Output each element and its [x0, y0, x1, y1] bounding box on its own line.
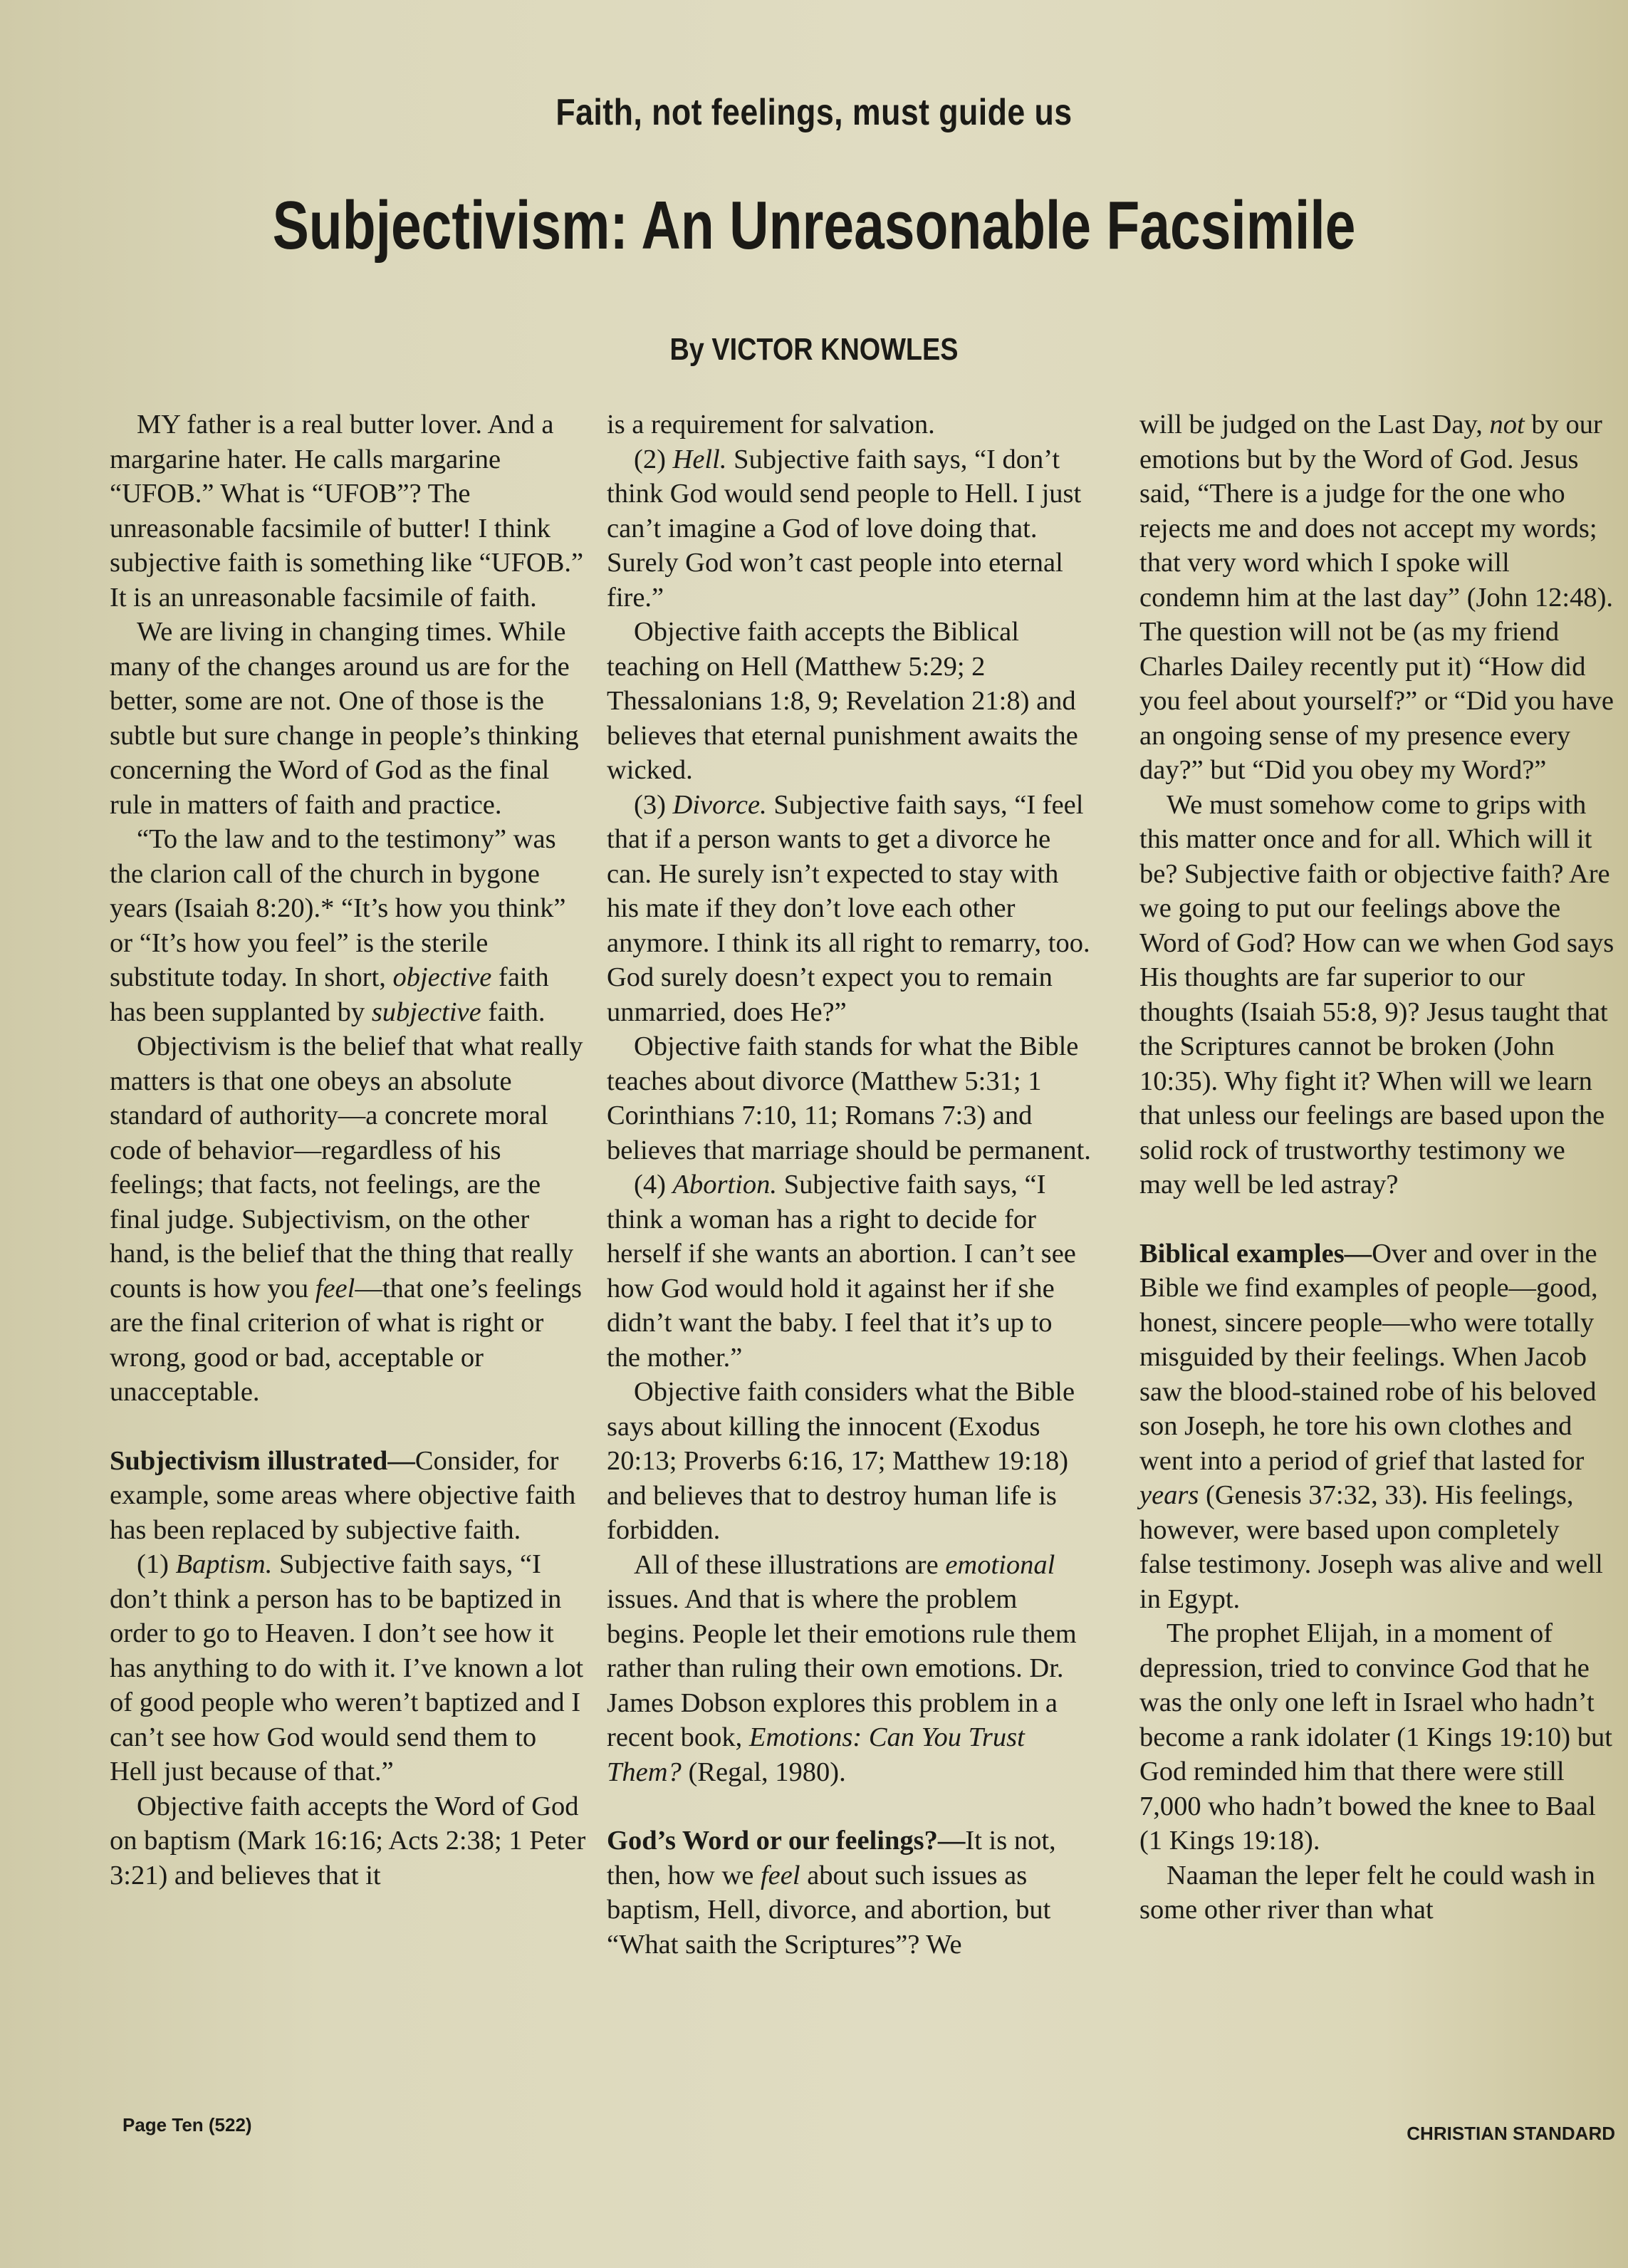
article-column-1 — [110, 407, 587, 1893]
paragraph: (4) Abortion. Subjective faith says, “I think a woman has a right to decide for herself if she wants an abortion. I can’t see how God would hold it against her if she didn’t want the baby. I feel that it’s up to the mother.” — [607, 1170, 1076, 1373]
paragraph: Objective faith accepts the Word of God on baptism (Mark 16:16; Acts 2:38; 1 Peter 3:21) and believes that it — [110, 1791, 586, 1890]
section-subhead-subjectivism-illustrated: Subjectivism illustrated—Consider, for example, some areas where objective faith has been replaced by subjective faith. — [110, 1445, 576, 1545]
kicker-headline: Faith, not feelings, must guide us — [555, 92, 1073, 133]
paragraph: (2) Hell. Subjective faith says, “I don’t think God would send people to Hell. I just can’t imagine a God of love doing that. Surely God won’t cast people into eternal fire.” — [607, 444, 1082, 613]
paragraph: The prophet Elijah, in a moment of depression, tried to convince God that he was the only one left in Israel who hadn’t become a rank idolater (1 Kings 19:10) but God reminded him that there were still 7,000 who hadn’t bowed the knee to Baal (1 Kings 19:18). — [1139, 1618, 1612, 1856]
paragraph: Objectivism is the belief that what really matters is that one obeys an absolute standard of authority—a concrete moral code of behavior—regardless of his feelings; that facts, not feelings, are the final judge. Subjectivism, on the other hand, is the belief that the thing that really counts is how you feel—that one’s feelings are the final criterion of what is right or wrong, good or bad, acceptable or unacceptable. — [110, 1031, 583, 1407]
paragraph: is a requirement for salvation. — [607, 410, 935, 439]
article-column-2 — [607, 407, 1091, 1962]
paragraph: We must somehow come to grips with this matter once and for all. Which will it be? Subjective faith or objective faith? Are we going to put our feelings above the Word of God? How can we when God says His thoughts are far superior to our thoughts (Isaiah 55:8, 9)? Jesus taught that the Scriptures cannot be broken (John 10:35). Why fight it? When will we learn that unless our feelings are based upon the solid rock of trustworthy testimony we may well be led astray? — [1139, 789, 1614, 1200]
page-number-footer: Page Ten (522) — [122, 2114, 252, 2136]
article-column-3 — [1139, 407, 1615, 1928]
article-title: Subjectivism: An Unreasonable Facsimile — [272, 187, 1356, 264]
paragraph: (3) Divorce. Subjective faith says, “I feel that if a person wants to get a divorce he can. He surely isn’t expected to stay with his mate if they don’t love each other anymore. I think its all right to remarry, too. God surely doesn’t expect you to remain unmarried, does He?” — [607, 789, 1090, 1027]
section-subhead-gods-word: God’s Word or our feelings?—It is not, then, how we feel about such issues as baptism, Hell, divorce, and abortion, but “What saith the Scriptures”? We — [607, 1826, 1056, 1960]
paragraph: Objective faith stands for what the Bible teaches about divorce (Matthew 5:31; 1 Corinthians 7:10, 11; Romans 7:3) and believes that marriage should be permanent. — [607, 1031, 1091, 1165]
paragraph: We are living in changing times. While many of the changes around us are for the better, some are not. One of those is the subtle but sure change in people’s thinking concerning the Word of God as the final rule in matters of faith and practice. — [110, 617, 579, 820]
section-subhead-biblical-examples: Biblical examples—Over and over in the Bible we find examples of people—good, honest, sincere people—who were totally misguided by their feelings. When Jacob saw the blood-stained robe of his beloved son Joseph, he tore his own clothes and went into a period of grief that lasted for years (Genesis 37:32, 33). His feelings, however, were based upon completely false testimony. Joseph was alive and well in Egypt. — [1139, 1238, 1603, 1614]
paragraph: will be judged on the Last Day, not by our emotions but by the Word of God. Jesus said, “There is a judge for the one who rejects me and does not accept my words; that very word which I spoke will condemn him at the last day” (John 12:48). The question will not be (as my friend Charles Dailey recently put it) “How did you feel about yourself?” or “Did you have an ongoing sense of my presence every day?” but “Did you obey my Word?” — [1139, 410, 1614, 785]
byline: By VICTOR KNOWLES — [669, 332, 959, 367]
paragraph: Objective faith accepts the Biblical teaching on Hell (Matthew 5:29; 2 Thessalonians 1:8, 9; Revelation 21:8) and believes that eternal punishment awaits the wicked. — [607, 617, 1078, 785]
paragraph: All of these illustrations are emotional issues. And that is where the problem begins. People let their emotions rule them rather than ruling their own emotions. Dr. James Dobson explores this problem in a recent book, Emotions: Can You Trust Them? (Regal, 1980). — [607, 1549, 1077, 1787]
paragraph: “To the law and to the testimony” was the clarion call of the church in bygone years (Isaiah 8:20).* “It’s how you think” or “It’s how you feel” is the sterile substitute today. In short, objective faith has been supplanted by subjective faith. — [110, 824, 566, 1027]
paragraph: Objective faith considers what the Bible says about killing the innocent (Exodus 20:13; Proverbs 6:16, 17; Matthew 19:18) and believes that to destroy human life is forbidden. — [607, 1377, 1075, 1545]
paragraph: (1) Baptism. Subjective faith says, “I don’t think a person has to be baptized in order to go to Heaven. I don’t see how it has anything to do with it. I’ve known a lot of good people who weren’t baptized and I can’t see how God would send them to Hell just because of that.” — [110, 1549, 584, 1786]
paragraph: Naaman the leper felt he could wash in some other river than what — [1139, 1860, 1595, 1925]
publication-footer: CHRISTIAN STANDARD — [1407, 2123, 1615, 2144]
paragraph: MY father is a real butter lover. And a margarine hater. He calls margarine “UFOB.” What is “UFOB”? The unreasonable facsimile of butter! I think subjective faith is something like “UFOB.” It is an unreasonable facsimile of faith. — [110, 410, 584, 613]
